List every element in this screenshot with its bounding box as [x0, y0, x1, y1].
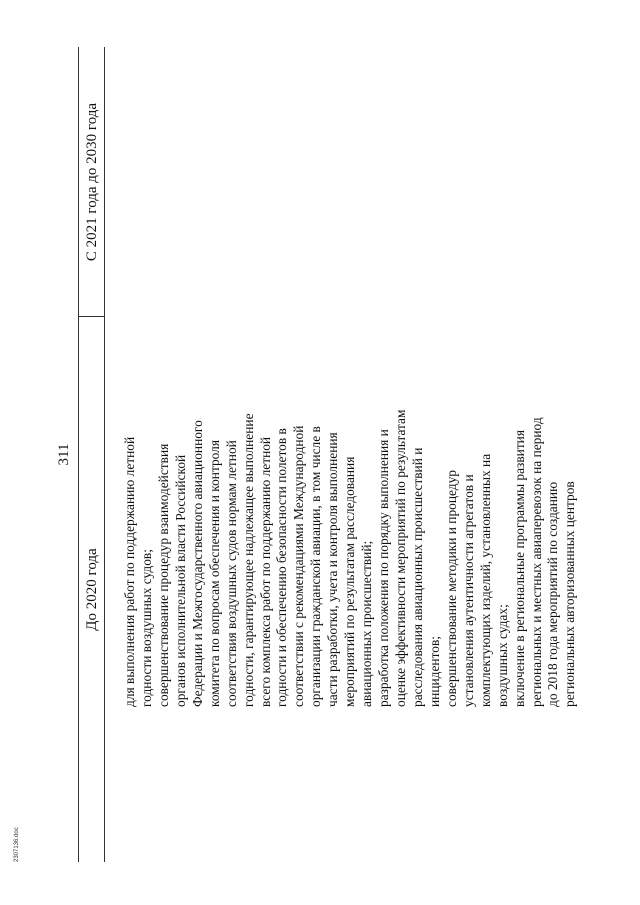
text-line: региональных и местных авиаперевозок на период	[528, 417, 544, 707]
text-line: расследования авиационных происшествий и	[409, 447, 425, 707]
text-line: Федерации и Межгосударственного авиационного	[189, 420, 205, 707]
text-line: комплектующих изделий, установленных на	[477, 453, 493, 707]
text-line: до 2018 года мероприятий по созданию	[545, 481, 561, 707]
column-header-right: С 2021 года до 2030 года	[84, 102, 100, 262]
column-header-left: До 2020 года	[84, 548, 100, 631]
text-line: инцидентов;	[426, 635, 442, 707]
text-line: совершенствование методики и процедур	[443, 470, 459, 707]
text-line: организации гражданской авиации, в том числе в	[308, 426, 324, 707]
page-number: 311	[56, 443, 72, 466]
text-line: мероприятий по результатам расследования	[342, 456, 358, 707]
text-line: включение в региональные программы развития	[511, 429, 527, 707]
text-line: воздушных судах;	[494, 604, 510, 707]
text-line: комитета по вопросам обеспечения и контроля	[206, 439, 222, 707]
text-line: части разработки, учета и контроля выполнения	[325, 432, 341, 707]
text-line: годности и обеспечению безопасности полетов в	[274, 428, 290, 707]
text-line: авиационных происшествий;	[359, 540, 375, 707]
rotated-page	[50, 47, 605, 862]
text-line: региональных авторизованных центров	[562, 481, 578, 707]
text-line: годности воздушных судов;	[138, 549, 154, 707]
text-line: разработка положения по порядку выполнения и	[376, 429, 392, 707]
text-line: для выполнения работ по поддержанию летной	[122, 436, 137, 707]
text-line: установления аутентичности агрегатов и	[460, 474, 476, 707]
table-cell-text	[122, 332, 579, 707]
text-line: всего комплекса работ по поддержанию летной	[257, 436, 273, 707]
header-bottom-border	[104, 47, 105, 862]
text-line: органов исполнительной власти Российской	[172, 454, 188, 707]
table-top-border	[78, 47, 79, 862]
text-line: совершенствование процедур взаимодействия	[155, 443, 171, 707]
text-line: годности, гарантирующее надлежащее выполнение	[240, 413, 256, 707]
text-line: соответствия воздушных судов нормам летной	[223, 440, 239, 707]
footer-filename: 2307136.doc	[14, 827, 20, 862]
text-line: оценке эффективности мероприятий по результатам	[393, 409, 408, 707]
text-line: соответствии с рекомендациями Международной	[291, 425, 307, 707]
